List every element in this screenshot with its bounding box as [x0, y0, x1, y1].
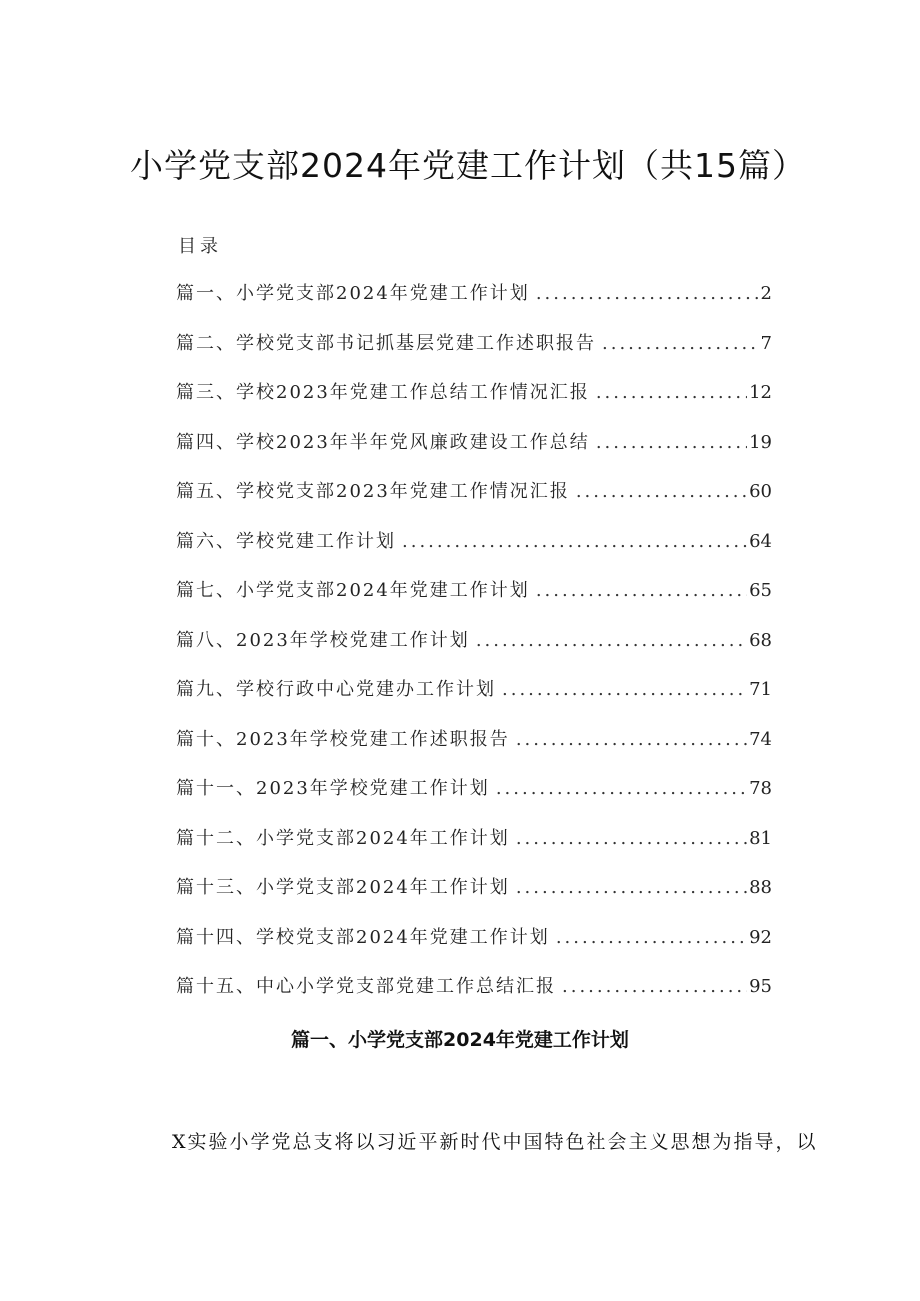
toc-entry-page: 19	[749, 431, 772, 453]
toc-entry-label: 篇十一、2023年学校党建工作计划	[176, 778, 490, 799]
document-title: 小学党支部2024年党建工作计划（共15篇）	[130, 146, 806, 185]
toc-entry-page: 92	[749, 926, 772, 948]
table-of-contents	[176, 279, 772, 1022]
toc-entry-page: 65	[749, 580, 772, 601]
toc-dot-leader	[576, 481, 747, 502]
toc-entry-page: 2	[760, 283, 772, 304]
toc-dot-leader	[516, 877, 747, 898]
toc-entry-page: 81	[749, 827, 772, 849]
toc-entry-label: 篇九、学校行政中心党建办工作计划	[176, 679, 496, 700]
toc-entry[interactable]	[176, 824, 772, 874]
toc-heading: 目录	[178, 236, 222, 257]
toc-entry-label: 篇二、学校党支部书记抓基层党建工作述职报告	[176, 332, 596, 354]
toc-entry[interactable]	[176, 378, 772, 428]
toc-entry-page: 7	[760, 332, 772, 354]
toc-entry-label: 篇十四、学校党支部2024年党建工作计划	[176, 926, 550, 948]
toc-dot-leader	[556, 927, 747, 948]
toc-entry-page: 95	[749, 976, 772, 997]
toc-entry-page: 88	[749, 877, 772, 898]
section-heading: 篇一、小学党支部2024年党建工作计划	[291, 1029, 629, 1051]
toc-entry[interactable]	[176, 774, 772, 824]
toc-entry-page: 68	[749, 629, 772, 651]
toc-entry[interactable]	[176, 527, 772, 577]
toc-entry[interactable]	[176, 972, 772, 1022]
toc-entry-page: 60	[749, 481, 772, 502]
toc-entry-label: 篇七、小学党支部2024年党建工作计划	[176, 580, 530, 601]
toc-entry-page: 74	[749, 728, 772, 750]
toc-dot-leader	[502, 679, 747, 700]
body-paragraph: X实验小学党总支将以习近平新时代中国特色社会主义思想为指导，以	[172, 1131, 818, 1153]
toc-entry-label: 篇十三、小学党支部2024年工作计划	[176, 877, 510, 898]
toc-entry-label: 篇十五、中心小学党支部党建工作总结汇报	[176, 976, 556, 997]
toc-dot-leader	[562, 976, 747, 997]
toc-entry-label: 篇八、2023年学校党建工作计划	[176, 629, 470, 651]
toc-dot-leader	[536, 580, 747, 601]
toc-entry-label: 篇一、小学党支部2024年党建工作计划	[176, 283, 530, 304]
toc-entry[interactable]	[176, 576, 772, 626]
toc-entry[interactable]	[176, 329, 772, 379]
toc-entry-page: 78	[749, 778, 772, 799]
toc-dot-leader	[596, 382, 747, 403]
toc-dot-leader	[536, 283, 759, 304]
toc-dot-leader	[516, 828, 747, 849]
toc-entry-label: 篇四、学校2023年半年党风廉政建设工作总结	[176, 431, 590, 453]
toc-entry-page: 64	[749, 530, 772, 552]
toc-entry-page: 12	[749, 382, 772, 403]
toc-dot-leader	[596, 432, 747, 453]
toc-entry[interactable]	[176, 626, 772, 676]
toc-entry-label: 篇十、2023年学校党建工作述职报告	[176, 728, 510, 750]
toc-dot-leader	[516, 729, 747, 750]
toc-entry-label: 篇三、学校2023年党建工作总结工作情况汇报	[176, 382, 590, 403]
toc-entry[interactable]	[176, 279, 772, 329]
toc-entry[interactable]	[176, 923, 772, 973]
toc-entry-page: 71	[749, 679, 772, 700]
toc-entry[interactable]	[176, 428, 772, 478]
toc-entry[interactable]	[176, 725, 772, 775]
toc-entry[interactable]	[176, 873, 772, 923]
toc-entry-label: 篇十二、小学党支部2024年工作计划	[176, 827, 510, 849]
toc-dot-leader	[476, 630, 747, 651]
toc-dot-leader	[402, 531, 747, 552]
toc-entry-label: 篇六、学校党建工作计划	[176, 530, 396, 552]
toc-dot-leader	[496, 778, 747, 799]
toc-entry[interactable]	[176, 477, 772, 527]
toc-dot-leader	[602, 333, 759, 354]
toc-entry[interactable]	[176, 675, 772, 725]
toc-entry-label: 篇五、学校党支部2023年党建工作情况汇报	[176, 481, 570, 502]
